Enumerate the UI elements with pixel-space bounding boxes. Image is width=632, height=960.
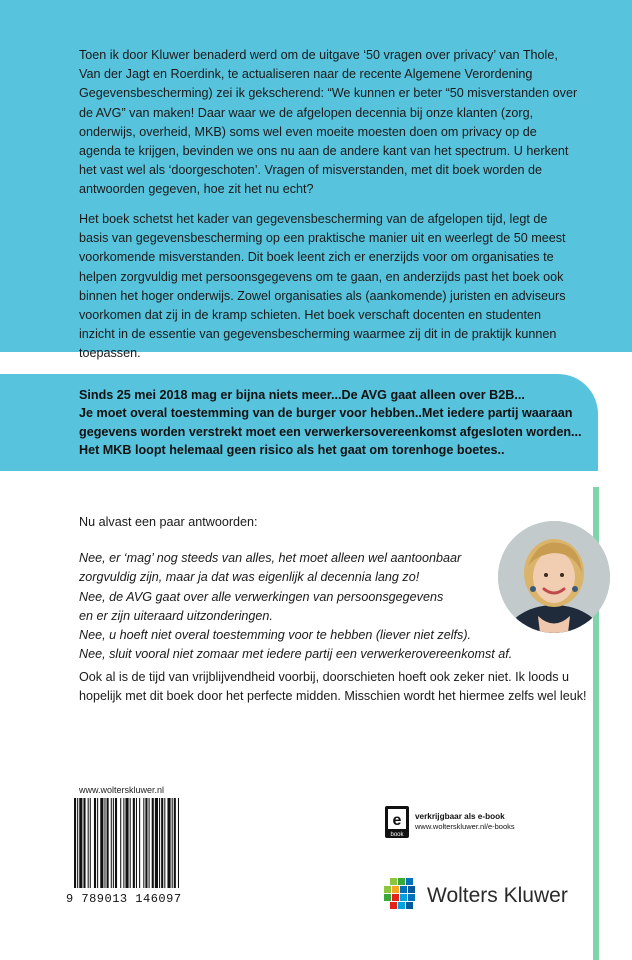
publisher-name: Wolters Kluwer — [427, 884, 568, 907]
barcode-bar — [113, 798, 114, 888]
author-photo-illustration — [498, 521, 610, 633]
barcode-bar — [178, 798, 179, 888]
barcode-bar — [74, 798, 76, 888]
misconception-line: gegevens worden verstrekt moet een verwerkersovereenkomst afgesloten worden... — [79, 424, 582, 439]
barcode-bar — [152, 798, 154, 888]
misconceptions-text — [79, 386, 599, 460]
barcode-bar — [100, 798, 103, 888]
barcode-bar — [159, 798, 160, 888]
barcode-bar — [79, 798, 82, 888]
wolters-kluwer-logo-icon — [384, 878, 420, 914]
barcode-bar — [125, 798, 128, 888]
barcode-bar — [77, 798, 78, 888]
barcode-bar — [83, 798, 85, 888]
barcode-bar — [94, 798, 96, 888]
barcode-bar — [90, 798, 91, 888]
ebook-line-1: verkrijgbaar als e-book — [415, 812, 505, 821]
answers-intro: Nu alvast een paar antwoorden: — [79, 515, 258, 529]
barcode-bar — [164, 798, 165, 888]
barcode-bar — [104, 798, 105, 888]
answer-line: Nee, de AVG gaat over alle verwerkingen van persoonsgegevens — [79, 589, 444, 604]
top-blue-panel — [0, 0, 632, 361]
barcode-bar — [97, 798, 98, 888]
misconception-line: Sinds 25 mei 2018 mag er bijna niets meer...De AVG gaat alleen over B2B... — [79, 388, 525, 402]
barcode-bar — [172, 798, 173, 888]
barcode-bar — [139, 798, 140, 888]
website-url: www.wolterskluwer.nl — [79, 785, 165, 795]
isbn-barcode — [70, 798, 207, 906]
answer-line: Nee, sluit vooral niet zomaar met iedere partij een verwerkerovereenkomst af. — [79, 647, 513, 662]
answer-line: zorgvuldig zijn, maar ja dat was eigenlijk al decennia lang zo! — [79, 570, 420, 585]
barcode-bar — [174, 798, 176, 888]
misconception-line: Je moet overal toestemming van de burger voor hebben..Met iedere partij waaraan — [79, 406, 573, 421]
barcode-bar — [133, 798, 135, 888]
ebook-icon-letter: e — [392, 812, 402, 829]
answer-line: en er zijn uiteraard uitzonderingen. — [79, 608, 273, 623]
intro-paragraph-2: Het boek schetst het kader van gegevensbescherming van de afgelopen tijd, legt de basis van gegevensbescherming op een praktische manier uit en weerlegt de 50 meest voorkomende misverstanden. Dit boek leent zich er enerzijds voor om organisaties te helpen zorgvuldig met persoonsgegevens om te gaan, en anderzijds past het boek ook binnen het hoger onderwijs. Zowel organisaties als (aankomende) juristen en adviseurs voorkomen dat zij in de kramp schieten. Het boek verschaft docenten en studenten inzicht in de essentie van gegevensbescherming waarmee zij dit in de praktijk kunnen toepassen. — [79, 212, 566, 361]
barcode-bars — [70, 798, 207, 892]
answer-line: Nee, er ‘mag’ nog steeds van alles, het moet alleen wel aantoonbaar — [79, 551, 462, 566]
closing-paragraph: Ook al is de tijd van vrijblijvendheid voorbij, doorschieten hoeft ook zeker niet. Ik loods u hopelijk met dit boek door het perfecte midden. Misschien wordt het hiermee zelfs wel leuk! — [79, 670, 587, 704]
barcode-bar — [155, 798, 158, 888]
barcode-bar — [136, 798, 137, 888]
barcode-bar — [88, 798, 89, 888]
intro-paragraph-1: Toen ik door Kluwer benaderd werd om de uitgave ‘50 vragen over privacy’ van Thole, Van der Jagt en Roerdink, te actualiseren naar de recente Algemene Verordening Gegevensbescherming) zei ik gekscherend: “We kunnen er beter “50 misverstanden over de AVG” van maken! Daar waar we de afgelopen decennia bij onze klanten (zorg, onderwijs, overheid, MKB) soms wel even moeite moesten doen om privacy op de agenda te krijgen, bevinden we ons nu aan de andere kant van het spectrum. U herkent het vast wel als ‘doorgeschoten’. Vragen of misverstanden, met dit boek worden de antwoorden gegeven, hoe zit het nu echt? — [79, 48, 578, 197]
barcode-bar — [120, 798, 121, 888]
barcode-bar — [111, 798, 112, 888]
ebook-icon — [384, 805, 410, 839]
misconception-line: Het MKB loopt helemaal geen risico als het gaat om torenhoge boetes.. — [79, 443, 505, 458]
barcode-bar — [145, 798, 147, 888]
author-portrait — [498, 521, 610, 633]
barcode-bar — [123, 798, 124, 888]
barcode-bar — [167, 798, 170, 888]
answer-line: Nee, u hoeft niet overal toestemming voor te hebben (liever niet zelfs). — [79, 628, 472, 643]
barcode-bar — [115, 798, 117, 888]
barcode-bar — [143, 798, 144, 888]
barcode-bar — [107, 798, 109, 888]
isbn-number: 9 789013 146097 — [66, 892, 182, 906]
ebook-line-2: www.wolterskluwer.nl/e-books — [415, 822, 515, 831]
ebook-icon-sub: book — [390, 832, 404, 838]
barcode-bar — [149, 798, 150, 888]
barcode-bar — [130, 798, 131, 888]
ebook-availability — [415, 812, 515, 832]
answers-section — [79, 513, 519, 664]
barcode-bar — [161, 798, 163, 888]
